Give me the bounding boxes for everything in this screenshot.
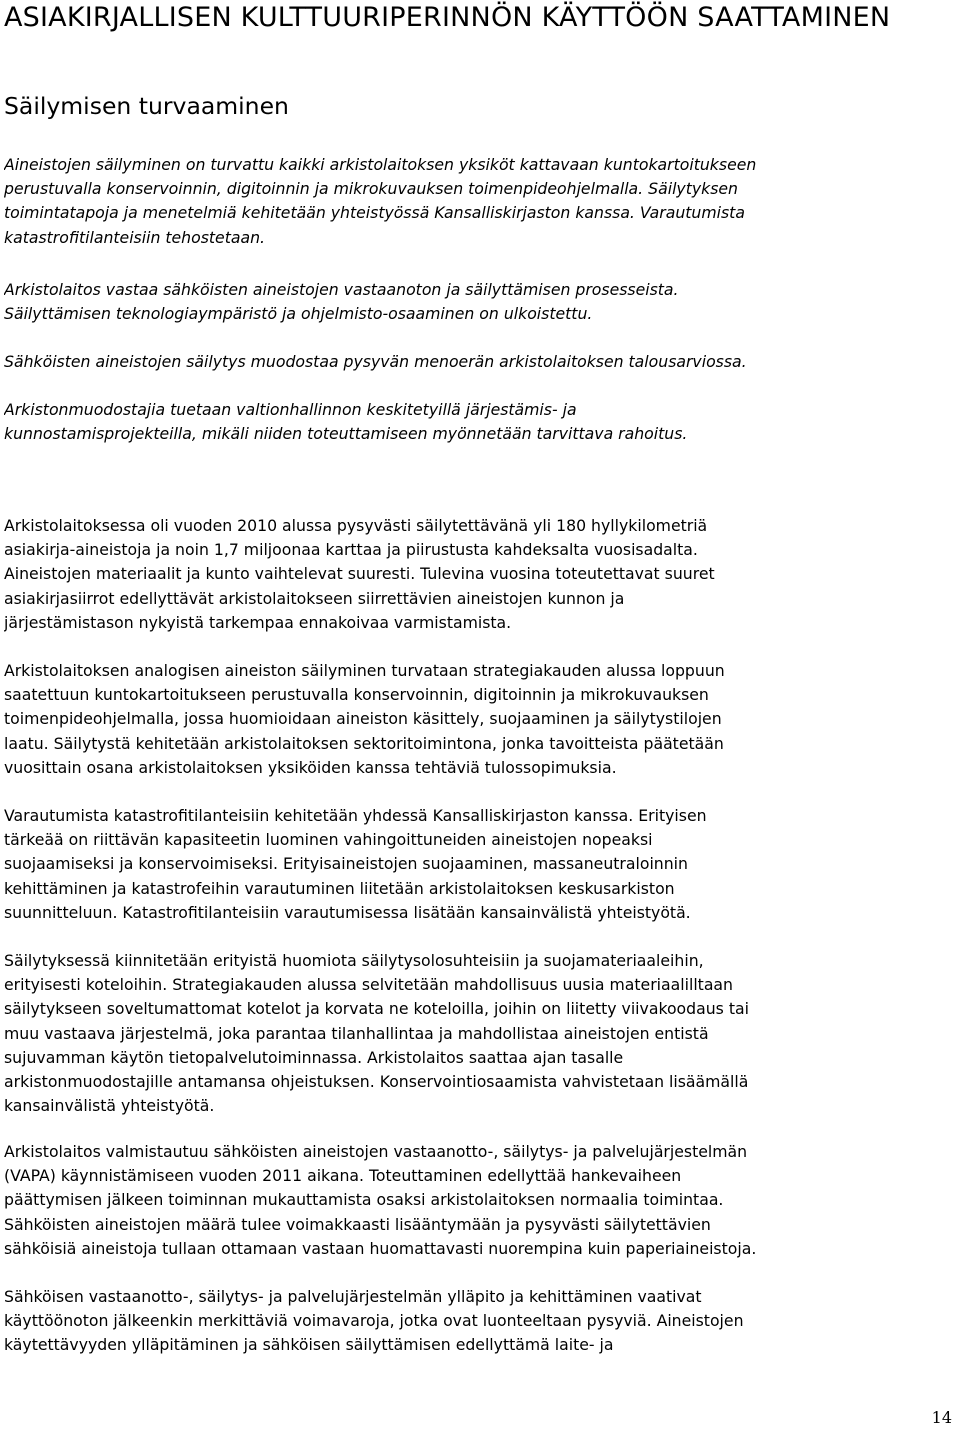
text-line: sähköisiä aineistoja tullaan ottamaan vastaan huomattavasti nuorempina kuin paperiaineistoja. — [4, 1238, 757, 1258]
text-line: Säilyttämisen teknologiaympäristö ja ohjelmisto-osaaminen on ulkoistettu. — [4, 304, 593, 324]
text-line: suunnitteluun. Katastrofitilanteisiin varautumisessa lisätään kansainvälistä yhteistyötä. — [4, 902, 691, 922]
section-title: Säilymisen turvaaminen — [4, 92, 289, 120]
intro-paragraph — [4, 278, 956, 326]
text-line: laatu. Säilytystä kehitetään arkistolaitoksen sektoritoimintona, jonka tavoitteista päätetään — [4, 733, 724, 753]
text-line: tärkeää on riittävän kapasiteetin luominen vahingoittuneiden aineistojen nopeaksi — [4, 830, 653, 850]
text-line: käytettävyyden ylläpitäminen ja sähköisen säilyttämisen edellyttämä laite- ja — [4, 1335, 614, 1355]
text-line: Arkistolaitos vastaa sähköisten aineistojen vastaanoton ja säilyttämisen prosesseista. — [4, 280, 679, 299]
text-line: Varautumista katastrofitilanteisiin kehitetään yhdessä Kansalliskirjaston kanssa. Erityisen — [4, 806, 707, 825]
text-line: toimenpideohjelmalla, jossa huomioidaan aineiston käsittely, suojaaminen ja säilytystilojen — [4, 709, 722, 729]
text-line: saatettuun kuntokartoitukseen perustuvalla konservoinnin, digitoinnin ja mikrokuvauksen — [4, 685, 709, 705]
text-line: perustuvalla konservoinnin, digitoinnin ja mikrokuvauksen toimenpideohjelmalla. Säilytyksen — [4, 179, 739, 199]
text-line: päättymisen jälkeen toiminnan mukauttamista osaksi arkistolaitoksen normaalia toimintaa. — [4, 1190, 724, 1210]
intro-paragraph — [4, 398, 956, 446]
text-line: Arkistonmuodostajia tuetaan valtionhallinnon keskitetyillä järjestämis- ja — [4, 400, 577, 419]
text-line: (VAPA) käynnistämiseen vuoden 2011 aikana. Toteuttaminen edellyttää hankevaiheen — [4, 1166, 682, 1186]
text-line: Sähköisten aineistojen säilytys muodostaa pysyvän menoerän arkistolaitoksen talousarviossa. — [4, 352, 747, 371]
text-line: Sähköisen vastaanotto-, säilytys- ja palvelujärjestelmän ylläpito ja kehittäminen vaativat — [4, 1287, 702, 1306]
intro-paragraph — [4, 350, 956, 374]
text-line: Aineistojen säilyminen on turvattu kaikki arkistolaitoksen yksiköt kattavaan kuntokartoitukseen — [4, 155, 757, 174]
body-paragraph — [4, 949, 956, 1118]
body-paragraph — [4, 804, 956, 925]
text-line: Sähköisten aineistojen määrä tulee voimakkaasti lisääntymään ja pysyvästi säilytettävien — [4, 1214, 711, 1234]
text-line: erityisesti koteloihin. Strategiakauden alussa selvitetään mahdollisuus uusia materiaalilltaan — [4, 975, 733, 995]
text-line: kunnostamisprojekteilla, mikäli niiden toteuttamiseen myönnetään tarvittava rahoitus. — [4, 424, 688, 444]
body-paragraph — [4, 1285, 956, 1358]
body-paragraph — [4, 659, 956, 780]
text-line: arkistonmuodostajille antamansa ohjeistuksen. Konservointiosaamista vahvistetaan lisäämällä — [4, 1071, 749, 1091]
text-line: Arkistolaitoksen analogisen aineiston säilyminen turvataan strategiakauden alussa loppuun — [4, 661, 725, 680]
text-line: Arkistolaitos valmistautuu sähköisten aineistojen vastaanotto-, säilytys- ja palvelujärjestelmän — [4, 1142, 748, 1161]
text-line: toimintatapoja ja menetelmiä kehitetään yhteistyössä Kansalliskirjaston kanssa. Varautumista — [4, 203, 745, 223]
text-line: asiakirja-aineistoja ja noin 1,7 miljoonaa karttaa ja piirustusta kahdeksalta vuosisadalta. — [4, 540, 698, 560]
page-number: 14 — [931, 1408, 952, 1427]
text-line: käyttöönoton jälkeenkin merkittäviä voimavaroja, jotka ovat luonteeltaan pysyviä. Aineistojen — [4, 1311, 744, 1331]
text-line: säilytykseen soveltumattomat kotelot ja korvata ne koteloilla, joihin on liitetty viivakoodaus tai — [4, 999, 749, 1019]
intro-paragraph — [4, 153, 956, 250]
text-line: kehittäminen ja katastrofeihin varautuminen liitetään arkistolaitoksen keskusarkiston — [4, 878, 675, 898]
text-line: kansainvälistä yhteistyötä. — [4, 1096, 215, 1116]
text-line: muu vastaava järjestelmä, joka parantaa tilanhallintaa ja mahdollistaa aineistojen entistä — [4, 1023, 709, 1043]
text-line: järjestämistason nykyistä tarkempaa ennakoivaa varmistamista. — [4, 612, 512, 632]
text-line: Säilytyksessä kiinnitetään erityistä huomiota säilytysolosuhteisiin ja suojamateriaaleihin, — [4, 951, 704, 970]
body-paragraph — [4, 514, 956, 635]
text-line: asiakirjasiirrot edellyttävät arkistolaitokseen siirrettävien aineistojen kunnon ja — [4, 588, 625, 608]
text-line: vuosittain osana arkistolaitoksen yksiköiden kanssa tehtäviä tulossopimuksia. — [4, 757, 617, 777]
text-line: sujuvamman käytön tietopalvelutoiminnassa. Arkistolaitos saattaa ajan tasalle — [4, 1047, 624, 1067]
text-line: katastrofitilanteisiin tehostetaan. — [4, 227, 265, 247]
document-title: ASIAKIRJALLISEN KULTTUURIPERINNÖN KÄYTTÖÖN SAATTAMINEN — [4, 2, 891, 33]
text-line: Arkistolaitoksessa oli vuoden 2010 alussa pysyvästi säilytettävänä yli 180 hyllykilometriä — [4, 516, 708, 535]
text-line: suojaamiseksi ja konservoimiseksi. Erityisaineistojen suojaaminen, massaneutraloinnin — [4, 854, 688, 874]
text-line: Aineistojen materiaalit ja kunto vaihtelevat suuresti. Tulevina vuosina toteutettavat suuret — [4, 564, 715, 584]
body-paragraph — [4, 1140, 956, 1261]
